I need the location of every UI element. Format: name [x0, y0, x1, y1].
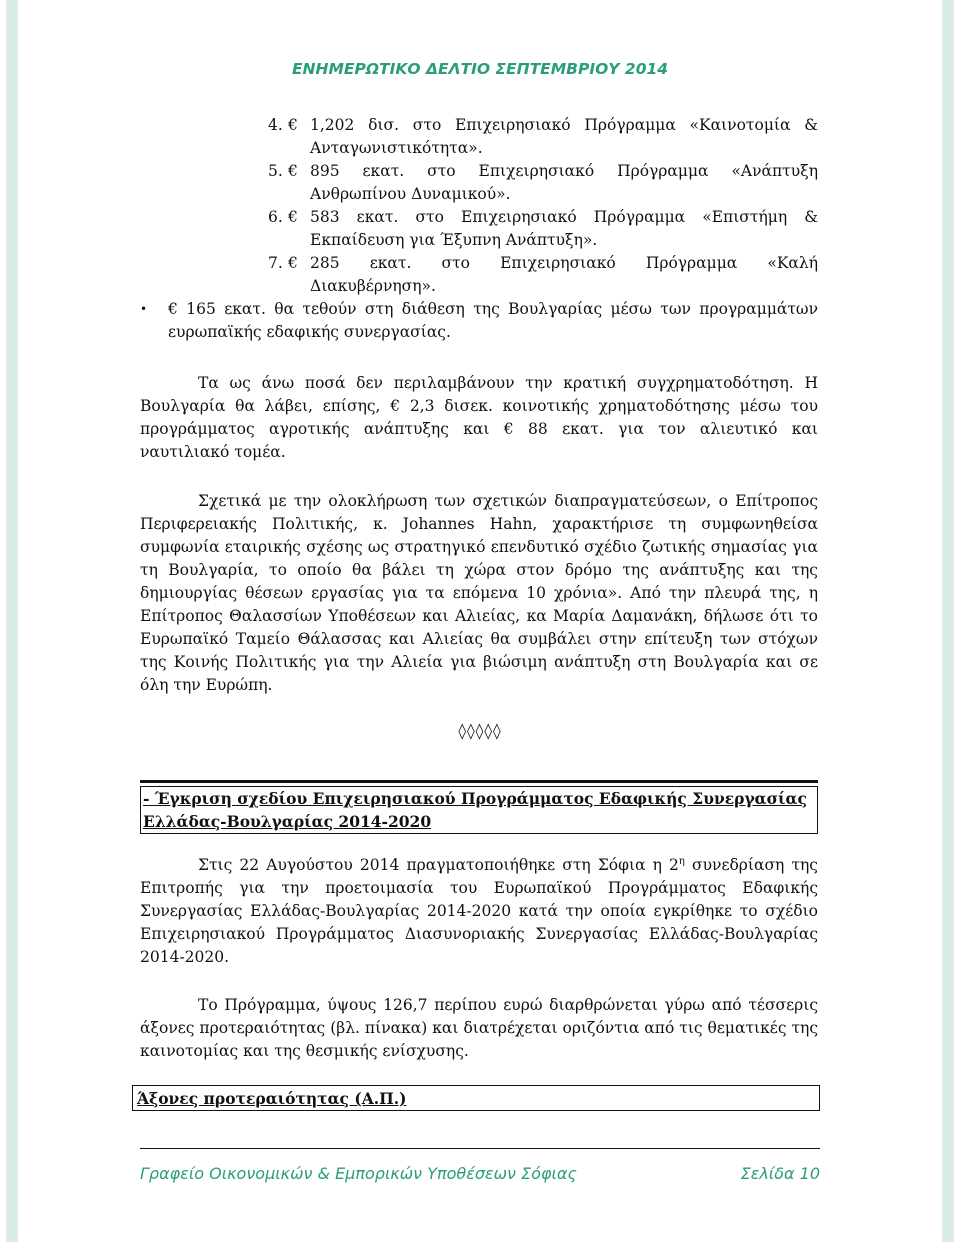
item-text: 1,202 δισ. στο Επιχειρησιακό Πρόγραμμα «Καινοτομία & Ανταγωνιστικότητα».: [310, 116, 818, 157]
list-item: [268, 252, 818, 298]
bullet-text: € 165 εκατ. θα τεθούν στη διάθεση της Βουλγαρίας μέσω των προγραμμάτων ευρωπαϊκής εδαφικής συνεργασίας.: [168, 300, 818, 341]
currency-symbol: €: [288, 254, 298, 272]
section-heading: [140, 780, 818, 834]
section-divider: ◊◊◊◊◊: [458, 722, 502, 740]
item-number: 5.: [268, 162, 283, 180]
text-part: συνεδρίαση της Επιτροπής για την προετοιμασία του Ευρωπαϊκού Προγράμματος Εδαφικής Συνεργασίας Ελλάδας-Βουλγαρίας 2014-2020 κατά την οποία εγκρίθηκε το σχέδιο Επιχειρησιακού Προγράμματος Διασυνοριακής Συνεργασίας Ελλάδας-Βουλγαρίας 2014-2020.: [140, 856, 818, 966]
list-item: [268, 160, 818, 206]
paragraph-meeting: [140, 854, 818, 969]
funding-list: [140, 114, 818, 344]
item-number: 4.: [268, 116, 283, 134]
section-title: - Έγκριση σχεδίου Επιχειρησιακού Προγράμματος Εδαφικής Συνεργασίας Ελλάδας-Βουλγαρίας 2014-2020: [140, 786, 818, 834]
text-part: Στις 22 Αυγούστου 2014 πραγματοποιήθηκε στη Σόφια η 2: [198, 856, 679, 874]
paragraph-text: Σχετικά με την ολοκλήρωση των σχετικών διαπραγματεύσεων, ο Επίτροπος Περιφερειακής Πολιτικής, κ. Johannes Hahn, χαρακτήρισε τη συμφωνηθείσα συμφωνία εταιρικής σχέσης ως στρατηγικό επενδυτικό σχέδιο ζωτικής σημασίας για τη Βουλγαρία, το οποίο θα βάλει τη χώρα στον δρόμο της ανάπτυξης και της δημιουργίας θέσεων εργασίας για τα επόμενα 10 χρόνια». Από την πλευρά της, η Επίτροπος Θαλασσίων Υποθέσεων και Αλιείας, κα Μαρία Δαμανάκη, δήλωσε ότι το Ευρωπαϊκό Ταμείο Θάλασσας και Αλιείας θα συμβάλει στην επίτευξη των στόχων της Κοινής Πολιτικής για την Αλιεία για βιώσιμη ανάπτυξη στη Βουλγαρία και σε όλη την Ευρώπη.: [140, 492, 818, 694]
ordinal-superscript: η: [678, 855, 685, 867]
paragraph-program: [140, 994, 818, 1063]
paragraph-text: Τα ως άνω ποσά δεν περιλαμβάνουν την κρατική συγχρηματοδότηση. Η Βουλγαρία θα λάβει, επίσης, € 2,3 δισεκ. κοινοτικής χρηματοδότησης μέσω του προγράμματος αγροτικής ανάπτυξης και € 88 εκατ. για τον αλιευτικό και ναυτιλιακό τομέα.: [140, 374, 818, 461]
currency-symbol: €: [288, 208, 298, 226]
paragraph-negotiations: [140, 490, 818, 697]
bullet-item: [140, 298, 818, 344]
paragraph-text: [140, 854, 818, 969]
footer-office: Γραφείο Οικονομικών & Εμπορικών Υποθέσεων Σόφιας: [140, 1164, 577, 1183]
item-text: 583 εκατ. στο Επιχειρησιακό Πρόγραμμα «Επιστήμη & Εκπαίδευση για Έξυπνη Ανάπτυξη».: [310, 208, 818, 249]
item-text: 285 εκατ. στο Επιχειρησιακό Πρόγραμμα «Καλή Διακυβέρνηση».: [310, 254, 818, 295]
paragraph-funding-note: [140, 372, 818, 464]
page-footer: [140, 1164, 820, 1183]
axes-heading: Άξονες προτεραιότητας (Α.Π.): [132, 1085, 820, 1111]
bullet-dot: •: [140, 302, 148, 316]
left-decor-bar: [6, 0, 18, 1242]
item-number: 6.: [268, 208, 283, 226]
currency-symbol: €: [288, 162, 298, 180]
currency-symbol: €: [288, 116, 298, 134]
list-item: [268, 114, 818, 160]
footer-rule: [140, 1148, 820, 1149]
paragraph-text: Το Πρόγραμμα, ύψους 126,7 περίπου ευρώ διαρθρώνεται γύρω από τέσσερις άξονες προτεραιότητας (βλ. πίνακα) και διατρέχεται οριζόντια από τις θεματικές της καινοτομίας και της θεσμικής ενίσχυσης.: [140, 996, 818, 1060]
list-item: [268, 206, 818, 252]
item-text: 895 εκατ. στο Επιχειρησιακό Πρόγραμμα «Ανάπτυξη Ανθρωπίνου Δυναμικού».: [310, 162, 818, 203]
page-number: Σελίδα 10: [740, 1164, 820, 1183]
page-header: ΕΝΗΜΕΡΩΤΙΚΟ ΔΕΛΤΙΟ ΣΕΠΤΕΜΒΡΙΟΥ 2014: [291, 60, 669, 78]
item-number: 7.: [268, 254, 283, 272]
right-decor-bar: [942, 0, 954, 1242]
